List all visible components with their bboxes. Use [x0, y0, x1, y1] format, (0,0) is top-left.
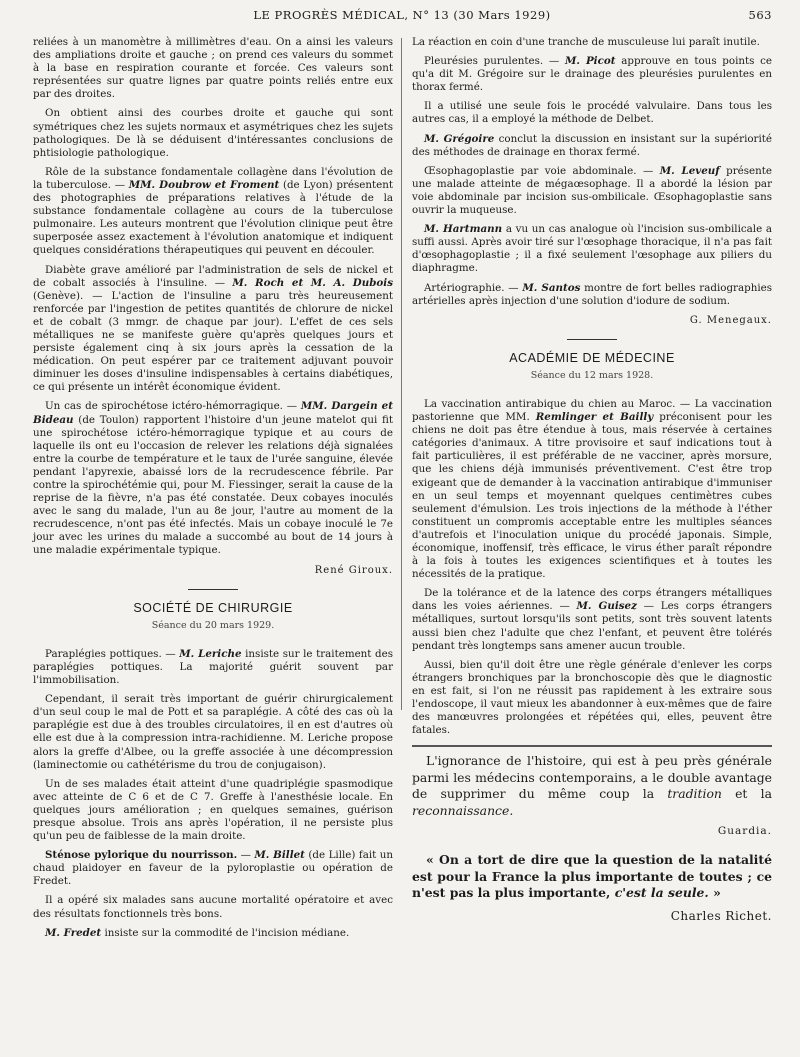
item-title: Œsophagoplastie par voie abdominale.: [424, 164, 637, 177]
paragraph: [412, 133, 772, 159]
section-title: ACADÉMIE DE MÉDECINE: [509, 350, 675, 365]
paragraph: Il a utilisé une seule fois le procédé valvulaire. Dans tous les autres cas, il a employé la méthode de Delbet.: [412, 100, 772, 126]
paragraph: Artériographie. — M. Santos montre de fort belles radiographies artérielles après injection d'une solution d'iodure de sodium.: [412, 281, 772, 307]
item-authors: M. Picot: [564, 55, 616, 68]
right-column: [412, 36, 772, 923]
item-text: (de Lille) fait un chaud plaidoyer en faveur de la pyloroplastie ou opération de Fredet.: [33, 849, 393, 888]
signature: René Giroux.: [314, 564, 393, 576]
item-title: Sténose pylorique du nourrisson.: [45, 849, 238, 862]
item-text: préconisent pour les chiens ne doit pas être étendue à tous, mais réservée à certaines catégories d'animaux. A titre provisoire et sauf indications tout à fait particulières, il est préférable de ne vacciner, après morsure, que les chiens déjà immunisés préventivement. C'est être trop exigeant que de demander à la vaccination antirabique d'immuniser en un seul temps et moyennant quelques centimètres cubes seulement d'émulsion. Les trois injections de la méthode à l'éther constituent un compromis acceptable entre les multiples séances d'autrefois et l'inoculation unique du procédé japonais. Simple, économique, inoffensif, très efficace, le virus éther paraît répondre à la fois à toutes les exigences scientifiques et à toutes les nécessités de la pratique.: [412, 411, 772, 581]
item-text: Les corps étrangers métalliques, surtout lorsqu'ils sont petits, sont très souvent latents aussi bien chez l'adulte que chez l'enfant, et peuvent être tolérés pendant très longtemps sans amener aucun trouble.: [412, 600, 773, 652]
item-authors: M. Fredet: [45, 926, 102, 939]
item-authors: MM. Dargein et Bideau: [33, 400, 393, 426]
quote-richet: [412, 852, 772, 902]
paragraph: Œsophagoplastie par voie abdominale. — M. Leveuf présente une malade atteinte de mégaœsophage. Il a abordé la lésion par voie abdominale par incision sus-ombilicale. Œsophagoplastie sans ouvrir la muqueuse.: [412, 164, 773, 217]
item-title: Artériographie.: [424, 281, 505, 294]
quote-part: et la: [735, 786, 772, 802]
section-separator: [188, 589, 238, 590]
paragraph: Il a opéré six malades sans aucune mortalité opératoire et avec des résultats fonctionnels très bons.: [33, 894, 393, 920]
item-text: a vu un cas analogue où l'incision sus-ombilicale a suffi aussi. Après avoir tiré sur l'œsophage thoracique, il n'a pas fait d'œsophagoplastie ; il a fixé seulement l'œsophage aux piliers du diaphragme.: [412, 223, 772, 275]
paragraph: Un cas de spirochétose ictéro-hémorragique. — MM. Dargein et Bideau (de Toulon) rapportent l'histoire d'un jeune matelot qui fit une spirochétose ictéro-hémorragique typique et au cours de laquelle ils ont eu l'occasion de relever les relations déjà signalées entre la courbe de température et le taux de l'urée sanguine, élevée pendant l'apyrexie, abaissé lors de la recrudescence fébrile. Par contre la spirochétémie qui, pour M. Fiessinger, serait la cause de la reprise de la fièvre, n'a pas été constatée. Deux cobayes inoculés avec le sang du malade, l'un au 8e jour, l'autre au moment de la recrudescence, n'ont pas été infectés. Mais un cobaye inoculé le 7e jour avec les urines du malade a succombé au bout de 14 jours à une maladie expérimentale typique.: [33, 400, 394, 557]
item-authors: M. Billet: [254, 849, 305, 862]
quote-part: L'ignorance de l'histoire, qui est à peu près générale parmi les médecins contemporains, a le double avantage de supprimer du même coup la: [412, 753, 772, 802]
quote-text: [412, 753, 772, 819]
item-text: montre de fort belles radiographies artérielles après injection d'une solution d'iodure de sodium.: [412, 281, 772, 307]
quote-signature: Guardia.: [717, 825, 772, 838]
paragraph: La réaction en coin d'une tranche de musculeuse lui paraît inutile.: [412, 36, 760, 48]
page-number: 563: [748, 8, 772, 22]
paragraph: Pleurésies purulentes. — M. Picot approuve en tous points ce qu'a dit M. Grégoire sur le drainage des pleurésies purulentes en thorax fermé.: [412, 55, 773, 94]
quote-italic: tradition: [667, 786, 722, 802]
item-text: La vaccination pastorienne que MM.: [412, 397, 772, 424]
quote-signature: Charles Richet.: [670, 908, 772, 923]
item-authors: MM. Doubrow et Froment: [128, 178, 280, 191]
item-title: Pleurésies purulentes.: [424, 55, 544, 68]
paragraph: La vaccination antirabique du chien au Maroc. — La vaccination pastorienne que MM. Remlinger et Bailly préconisent pour les chiens ne doit pas être étendue à tous, mais réservée à certaines catégories d'animaux. A titre provisoire et sauf indications tout à fait particulières, il est préférable de ne vacciner, après morsure, que les chiens déjà immunisés préventivement. C'est être trop exigeant que de demander à la vaccination antirabique d'immuniser en un seul temps et moyennant quelques centimètres cubes seulement d'émulsion. Les trois injections de la méthode à l'éther constituent un compromis acceptable entre les multiples séances d'autrefois et l'inoculation unique du procédé japonais. Simple, économique, inoffensif, très efficace, le virus éther paraît répondre à la fois à toutes les exigences scientifiques et à toutes les nécessités de la pratique.: [412, 397, 772, 581]
quote-italic: reconnaissance.: [412, 802, 514, 818]
item-text: insiste sur le traitement des paraplégies pottiques. La majorité guérit souvent par l'immobilisation.: [33, 647, 394, 687]
left-column: [33, 36, 393, 946]
item-text: (de Toulon) rapportent l'histoire d'un jeune matelot qui fit une spirochétose ictéro-hémorragique typique et au cours de laquelle ils ont eu l'occasion de relever les relations déjà signalées entre la courbe de température et le taux de l'urée sanguine, élevée pendant l'apyrexie, abaissé lors de la recrudescence fébrile. Par contre la spirochétémie qui, pour M. Fiessinger, serait la cause de la reprise de la fièvre, n'a pas été constatée. Deux cobayes inoculés avec le sang du malade, l'un au 8e jour, l'autre au moment de la recrudescence, n'ont pas été infectés. Mais un cobaye inoculé le 7e jour avec les urines du malade a succombé au bout de 14 jours à une maladie expérimentale typique.: [33, 413, 394, 557]
paragraph: Cependant, il serait très important de guérir chirurgicalement d'un seul coup le mal de Pott et sa paraplégie. A côté des cas où la paraplégie est due à des troubles circulatoires, il en est d'autres où elle est due à la compression intra-rachidienne. M. Leriche propose alors la greffe d'Albee, ou la greffe associée à une décompression (laminectomie ou cathétérisme du trou de conjugaison).: [33, 693, 393, 771]
section-title: SOCIÉTÉ DE CHIRURGIE: [133, 600, 293, 615]
paragraph: [412, 223, 772, 275]
item-title: De la tolérance et de la latence des corps étrangers métalliques dans les voies aériennes.: [412, 587, 772, 613]
item-text: approuve en tous points ce qu'a dit M. Grégoire sur le drainage des pleurésies purulentes en thorax fermé.: [412, 55, 773, 94]
running-header: LE PROGRÈS MÉDICAL, N° 13 (30 Mars 1929): [253, 8, 551, 22]
paragraph: Un de ses malades était atteint d'une quadriplégie spasmodique avec atteinte de C 6 et de C 7. Greffe à l'anesthésie locale. En quelques jours amélioration ; en quelques semaines, guérison presque absolue. Trois ans après l'opération, il ne persiste plus qu'un peu de faiblesse de la main droite.: [33, 777, 393, 843]
paragraph: reliées à un manomètre à millimètres d'eau. On a ainsi les valeurs des ampliations droite et gauche ; on prend ces valeurs du sommet à la base en respiration courante et forcée. Ces valeurs sont représentées sur quatre lignes par quatre points reliés entre eux par des droites.: [33, 36, 393, 101]
quote-guardia: [412, 753, 772, 819]
item-authors: M. Grégoire: [424, 132, 495, 145]
item-text: insiste sur la commodité de l'incision médiane.: [104, 926, 350, 939]
item-text: conclut la discussion en insistant sur la supériorité des méthodes de drainage en thorax fermé.: [412, 132, 773, 158]
item-text: (de Lyon) présentent des photographies de préparations relatives à l'étude de la substance fondamentale collagène au cours de la tuberculose pulmonaire. Les auteurs montrent que l'évolution clinique peut être superposée assez exactement à l'évolution anatomique et indiquent quelques considérations thérapeutiques qui peuvent en découler.: [33, 178, 393, 257]
item-text: présente une malade atteinte de mégaœsophage. Il a abordé la lésion par voie abdominale par incision sus-ombilicale. Œsophagoplastie sans ouvrir la muqueuse.: [412, 164, 773, 217]
item-authors: M. Santos: [522, 281, 581, 294]
column-rule: [401, 38, 402, 710]
quote-italic: c'est la seule.: [614, 885, 709, 901]
signature: G. Menegaux.: [689, 314, 772, 326]
item-authors: M. Hartmann: [424, 223, 503, 236]
item-authors: M. Guisez: [576, 600, 637, 613]
item-title: Diabète grave amélioré par l'administration de sels de nickel et de cobalt associés à l'insuline.: [33, 263, 393, 289]
page-header: [32, 8, 772, 28]
paragraph: Aussi, bien qu'il doit être une règle générale d'enlever les corps étrangers bronchiques par la bronchoscopie dès que le diagnostic en est fait, si l'on ne réussit pas rapidement à les extraire sous l'endoscope, il vaut mieux les abandonner à eux-mêmes que de faire des manœuvres prolongées et répétées qui, elles, peuvent être fatales.: [412, 658, 772, 737]
item-title: Paraplégies pottiques.: [45, 647, 162, 660]
item-authors: M. Leveuf: [659, 164, 720, 177]
item-title: Rôle de la substance fondamentale collagène dans l'évolution de la tuberculose.: [33, 165, 393, 191]
quote-part: « On a tort de dire que la question de la natalité est pour la France la plus importante de toutes ; ce n'est pas la plus importante,: [412, 852, 772, 901]
paragraph: Rôle de la substance fondamentale collagène dans l'évolution de la tuberculose. — MM. Doubrow et Froment (de Lyon) présentent des photographies de préparations relatives à l'étude de la substance fondamentale collagène au cours de la tuberculose pulmonaire. Les auteurs montrent que l'évolution clinique peut être superposée assez exactement à l'évolution anatomique et indiquent quelques considérations thérapeutiques qui peuvent en découler.: [33, 165, 393, 257]
quote-part: »: [713, 885, 721, 901]
quote-rule: [412, 745, 772, 747]
paragraph: On obtient ainsi des courbes droite et gauche qui sont symétriques chez les sujets normaux et asymétriques chez les sujets pathologiques. De là se déduisent d'intéressantes conclusions de phtisiologie pathologique.: [33, 107, 393, 159]
paragraph: De la tolérance et de la latence des corps étrangers métalliques dans les voies aériennes. — M. Guisez — Les corps étrangers métalliques, surtout lorsqu'ils sont petits, sont très souvent latents aussi bien chez l'adulte que chez l'enfant, et peuvent être tolérés pendant très longtemps sans amener aucun trouble.: [412, 587, 773, 652]
item-authors: Remlinger et Bailly: [535, 411, 654, 424]
item-title: La vaccination antirabique du chien au Maroc.: [424, 397, 676, 410]
section-date: Séance du 12 mars 1928.: [530, 369, 654, 381]
item-title: Un cas de spirochétose ictéro-hémorragique.: [45, 400, 283, 413]
item-authors: M. Leriche: [179, 647, 242, 660]
paragraph: Diabète grave amélioré par l'administration de sels de nickel et de cobalt associés à l'insuline. — M. Roch et M. A. Dubois (Genève). — L'action de l'insuline a paru très heureusement renforcée par l'ingestion de petites quantités de chlorure de nickel et de cobalt (3 mmgr. de chaque par jour). L'effet de ces sels métalliques ne se manifeste guère qu'après quelques jours et persiste également cinq à six jours après la cessation de la médication. On peut espérer par ce traitement adjuvant pouvoir diminuer les doses d'insuline indispensables à certains diabétiques, ce qui présente un intérêt économique évident.: [33, 263, 393, 394]
paragraph: Sténose pylorique du nourrisson. — M. Billet (de Lille) fait un chaud plaidoyer en faveur de la pyloroplastie ou opération de Fredet.: [33, 849, 393, 888]
section-separator: [567, 339, 617, 340]
paragraph: [33, 927, 393, 940]
item-authors: M. Roch et M. A. Dubois: [232, 276, 393, 289]
paragraph: Paraplégies pottiques. — M. Leriche insiste sur le traitement des paraplégies pottiques. La majorité guérit souvent par l'immobilisation.: [33, 647, 394, 687]
section-date: Séance du 20 mars 1929.: [151, 619, 275, 631]
quote-text: [412, 852, 772, 902]
item-text: (Genève). — L'action de l'insuline a paru très heureusement renforcée par l'ingestion de petites quantités de chlorure de nickel et de cobalt (3 mmgr. de chaque par jour). L'effet de ces sels métalliques ne se manifeste guère qu'après quelques jours et persiste également cinq à six jours après la cessation de la médication. On peut espérer par ce traitement adjuvant pouvoir diminuer les doses d'insuline indispensables à certains diabétiques, ce qui présente un intérêt économique évident.: [33, 289, 393, 394]
